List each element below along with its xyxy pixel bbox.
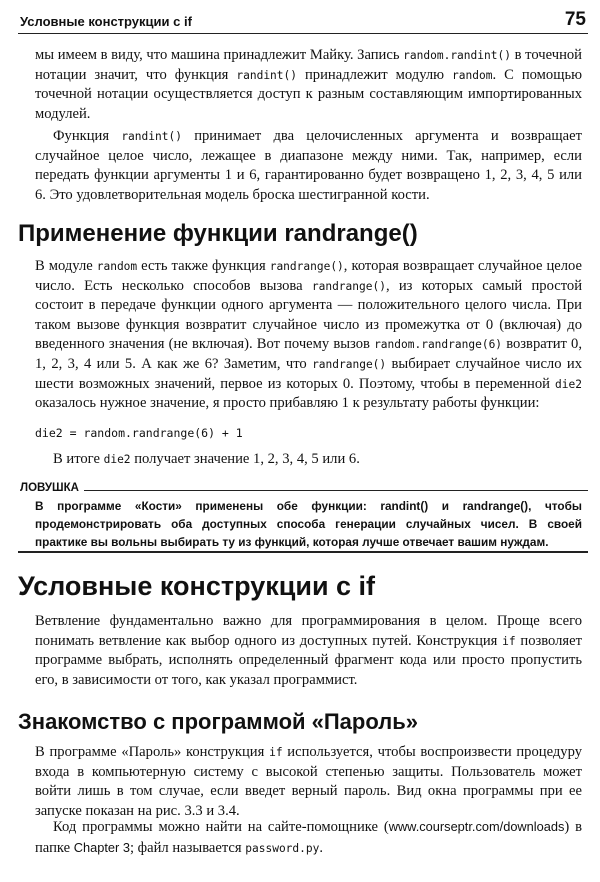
paragraph-password-intro <box>35 743 582 821</box>
inline-code: die2 <box>103 453 131 466</box>
trap-label-rule <box>84 490 588 491</box>
paragraph-dot-notation <box>35 46 582 124</box>
text-run: принимает два целочисленных аргумента и возвращает случайное целое число, лежащее в диапазоне между ними. Так, например, если передать функции аргументы 1 и 6, гарантированно будет возвращено 1, 2, 3, 4, 5 или 6. Это удовлетворительная модель броска шестигранной кости. <box>35 128 582 203</box>
text-run: , которая возвращает случайное целое число. Есть несколько способов вызова <box>35 258 582 294</box>
trap-label: ЛОВУШКА <box>20 482 79 494</box>
text-run: Ветвление фундаментально важно для программирования в целом. Проще всего понимать ветвление как выбор одного из доступных путей. Конструкция <box>35 613 582 649</box>
trap-bottom-rule <box>18 551 588 553</box>
text-run: ; файл называется <box>129 839 246 856</box>
text-run: позволяет программе выбрать, исполнять определенный фрагмент кода или просто пропустить его, в зависимости от того, как указал программист. <box>35 632 583 688</box>
file-name: password.py <box>245 841 320 855</box>
text-run: В модуле <box>35 258 97 274</box>
folder-name: Chapter 3 <box>73 839 130 855</box>
text-run: оказалось нужное значение, я просто прибавляю 1 к результату работы функции: <box>35 395 540 412</box>
inline-code: random.randrange(6) <box>374 338 503 352</box>
paragraph-randrange <box>35 257 582 414</box>
text-run: получает значение 1, 2, 3, 4, 5 или 6. <box>130 451 360 467</box>
text-run: в точечной нотации значит, что функция <box>35 47 582 83</box>
inline-code: if <box>269 746 283 759</box>
header-rule <box>18 33 588 34</box>
inline-code: if <box>502 634 516 648</box>
inline-code: randint() <box>121 130 182 143</box>
text-run: Код программы можно найти на сайте-помощнике ( <box>53 819 389 835</box>
text-run: В программе «Пароль» конструкция <box>35 744 270 760</box>
running-title: Условные конструкции с if <box>20 14 192 29</box>
paragraph-password-code-location <box>35 817 582 858</box>
text-run: . <box>319 839 324 856</box>
heading-if-conditionals: Условные конструкции с if <box>18 571 376 601</box>
inline-code: random.randint() <box>403 49 511 62</box>
paragraph-die2-result <box>35 450 582 470</box>
page-number: 75 <box>564 9 586 30</box>
inline-code: random <box>96 260 138 273</box>
trap-text: В программе «Кости» применены обе функции: randint() и randrange(), чтобы продемонстрировать оба доступных способа генерации случайных чисел. В своей практике вы вольны выбирать ту из функций, которая лучше отвечает вашим нуждам. <box>35 499 582 549</box>
text-run: мы имеем в виду, что машина принадлежит Майку. Запись <box>35 47 404 63</box>
text-run: В итоге <box>53 451 104 467</box>
text-run: возвратит 0, 1, 2, 3, 4 или 5. А как же 6? Заметим, что <box>35 336 583 372</box>
paragraph-branching <box>35 612 582 690</box>
inline-code: die2 <box>555 377 582 391</box>
inline-code: randrange() <box>311 279 386 293</box>
inline-code: randrange() <box>269 260 344 273</box>
inline-code: randint() <box>236 68 297 82</box>
text-run: принадлежит модулю <box>297 66 453 83</box>
text-run: есть также функция <box>137 258 270 274</box>
text-run: , из которых самый простой состоит в передаче функции одного аргумента — положительного целого числа. При таком вызове функция возвратит случайное число из промежутка от 0 (включая) до введенного значения (не включая). Вот почему вызов <box>35 277 583 353</box>
text-run: выбирает случайное число их шести возможных значений, первое из которых 0. Поэтому, чтобы в переменной <box>35 355 582 392</box>
text-run: Функция <box>53 128 122 144</box>
text-run: . С помощью точечной нотации осуществляется доступ к разным составляющим импортированных модулей. <box>35 66 583 122</box>
code-line: die2 = random.randrange(6) + 1 <box>35 426 243 440</box>
text-run: ) в папке <box>35 819 582 856</box>
inline-code: random <box>452 68 493 82</box>
text-run: используется, чтобы воспроизвести процедуру входа в компьютерную систему с высокой степенью защиты. Пользователь может войти лишь в том случае, если введет верный пароль. Вид окна программы при ее запуске показан на рис. 3.3 и 3.4. <box>35 744 582 819</box>
heading-randrange: Применение функции randrange() <box>18 220 418 247</box>
inline-code: randrange() <box>312 357 387 371</box>
companion-site-url: www.courseptr.com/downloads <box>388 819 565 834</box>
heading-password-program: Знакомство с программой «Пароль» <box>18 709 418 734</box>
paragraph-randint <box>35 127 582 205</box>
